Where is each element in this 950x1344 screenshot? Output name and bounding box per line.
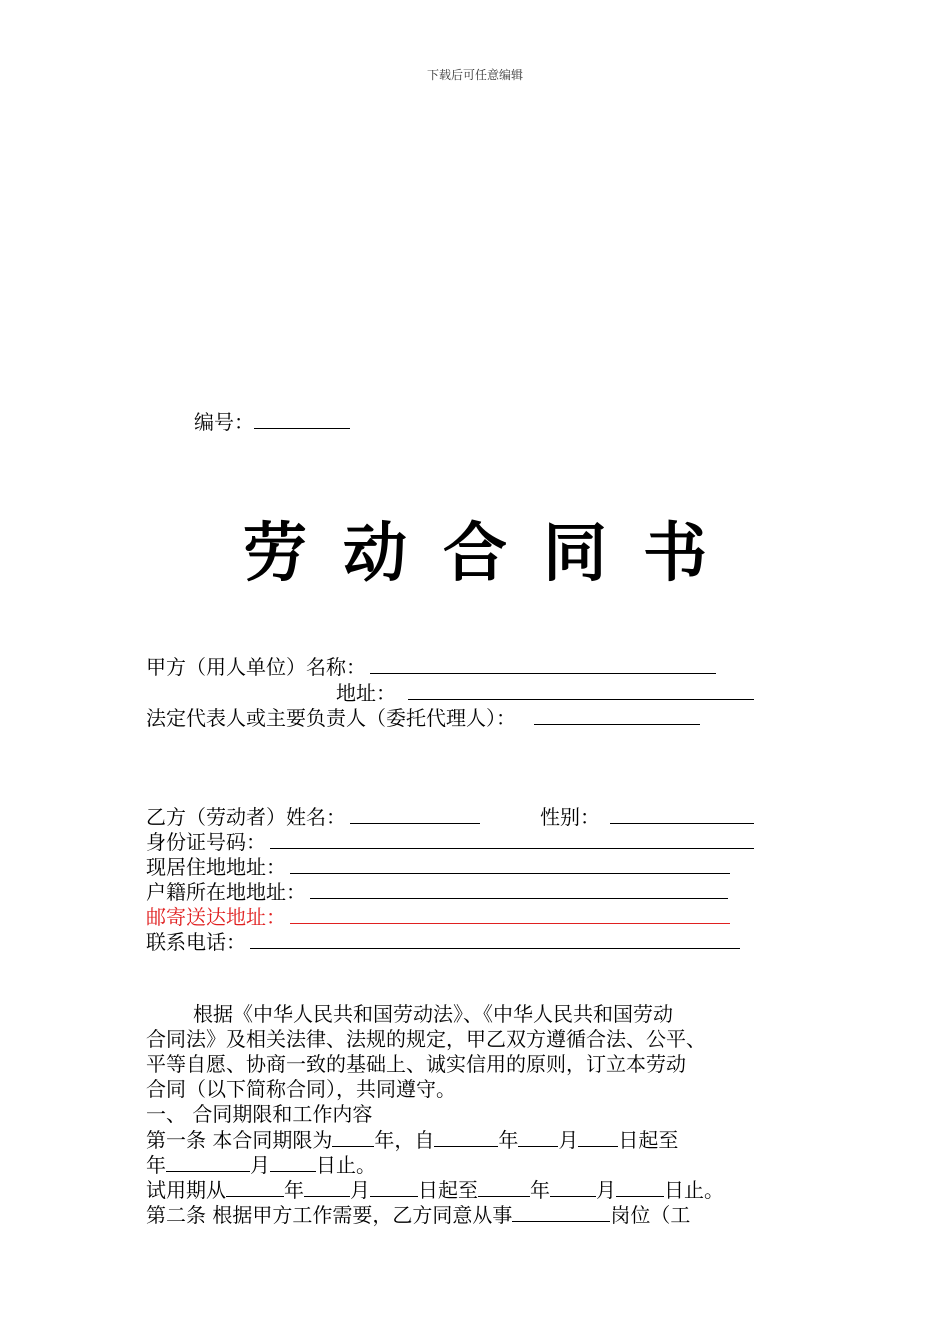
start-year-blank[interactable] xyxy=(434,1127,498,1147)
article-1-text-g: 月 xyxy=(250,1153,270,1177)
party-a-name-row xyxy=(146,654,716,680)
party-b-household-row xyxy=(146,879,728,905)
party-b-residence-row xyxy=(146,854,730,880)
position-blank[interactable] xyxy=(512,1202,610,1222)
article-1-line-1 xyxy=(146,1127,678,1153)
party-b-id-label: 身份证号码： xyxy=(146,830,266,854)
party-a-address-blank[interactable] xyxy=(408,680,754,700)
probation-start-year-blank[interactable] xyxy=(226,1177,284,1197)
article-2-line xyxy=(146,1202,690,1228)
preamble-line-4: 合同（以下简称合同），共同遵守。 xyxy=(146,1077,456,1101)
party-a-rep-label: 法定代表人或主要负责人（委托代理人）： xyxy=(146,706,516,730)
probation-text-e: 年 xyxy=(530,1178,550,1202)
party-b-mail-label: 邮寄送达地址： xyxy=(146,905,286,929)
article-1-text-h: 日止。 xyxy=(316,1153,376,1177)
section-1-heading: 一、 合同期限和工作内容 xyxy=(146,1102,373,1126)
party-b-id-blank[interactable] xyxy=(270,829,754,849)
end-year-blank[interactable] xyxy=(166,1152,250,1172)
probation-text-b: 年 xyxy=(284,1178,304,1202)
end-month-blank[interactable] xyxy=(270,1152,316,1172)
party-b-gender-label: 性别： xyxy=(540,805,600,829)
party-b-name-row xyxy=(146,804,480,830)
party-b-mail-row xyxy=(146,904,730,930)
probation-text-a: 试用期从 xyxy=(146,1178,226,1202)
preamble-line-3: 平等自愿、协商一致的基础上、诚实信用的原则，订立本劳动 xyxy=(146,1052,686,1076)
party-b-name-label: 乙方（劳动者）姓名： xyxy=(146,805,346,829)
preamble-line-2: 合同法》及相关法律、法规的规定，甲乙双方遵循合法、公平、 xyxy=(146,1027,706,1051)
article-1-text-a: 第一条 本合同期限为 xyxy=(146,1128,333,1152)
party-a-rep-blank[interactable] xyxy=(534,705,700,725)
doc-number-blank[interactable] xyxy=(254,409,350,429)
party-a-name-blank[interactable] xyxy=(370,654,716,674)
party-a-address-label: 地址： xyxy=(336,681,396,705)
probation-end-day-blank[interactable] xyxy=(616,1177,664,1197)
party-b-household-label: 户籍所在地地址： xyxy=(146,880,306,904)
probation-text-g: 日止。 xyxy=(664,1178,724,1202)
article-1-text-d: 月 xyxy=(558,1128,579,1152)
party-b-household-blank[interactable] xyxy=(310,879,728,899)
article-1-text-e: 日起至 xyxy=(618,1128,679,1152)
article-1-text-b: 年，自 xyxy=(374,1128,435,1152)
party-b-name-blank[interactable] xyxy=(350,804,480,824)
article-1-text-c: 年 xyxy=(498,1128,519,1152)
party-b-mail-blank[interactable] xyxy=(290,904,730,924)
probation-text-d: 日起至 xyxy=(418,1178,478,1202)
probation-end-year-blank[interactable] xyxy=(478,1177,530,1197)
probation-start-day-blank[interactable] xyxy=(370,1177,418,1197)
party-b-id-row xyxy=(146,829,754,855)
party-b-residence-label: 现居住地地址： xyxy=(146,855,286,879)
doc-number-label: 编号： xyxy=(194,410,254,434)
party-b-phone-label: 联系电话： xyxy=(146,930,246,954)
party-a-name-label: 甲方（用人单位）名称： xyxy=(146,655,366,679)
article-1-line-2 xyxy=(146,1152,376,1178)
party-a-rep-row xyxy=(146,705,700,731)
article-1-text-f: 年 xyxy=(146,1153,166,1177)
party-b-residence-blank[interactable] xyxy=(290,854,730,874)
party-b-gender-row xyxy=(540,804,754,830)
article-2-text-a: 第二条 根据甲方工作需要，乙方同意从事 xyxy=(146,1203,513,1227)
probation-text-c: 月 xyxy=(350,1178,370,1202)
doc-number-field xyxy=(194,406,350,435)
term-years-blank[interactable] xyxy=(332,1127,374,1147)
document-title: 劳动合同书 xyxy=(243,516,743,591)
start-month-blank[interactable] xyxy=(518,1127,558,1147)
probation-line xyxy=(146,1177,724,1203)
party-a-address-row xyxy=(336,680,754,706)
probation-text-f: 月 xyxy=(596,1178,616,1202)
preamble-first-line: 根据《中华人民共和国劳动法》、《中华人民共和国劳动 xyxy=(193,1002,673,1026)
party-b-phone-blank[interactable] xyxy=(250,929,740,949)
probation-end-month-blank[interactable] xyxy=(550,1177,596,1197)
article-2-text-b: 岗位（工 xyxy=(610,1203,691,1227)
party-b-phone-row xyxy=(146,929,740,955)
start-day-blank[interactable] xyxy=(578,1127,618,1147)
party-b-gender-blank[interactable] xyxy=(610,804,754,824)
header-note: 下载后可任意编辑 xyxy=(426,68,523,82)
probation-start-month-blank[interactable] xyxy=(304,1177,350,1197)
